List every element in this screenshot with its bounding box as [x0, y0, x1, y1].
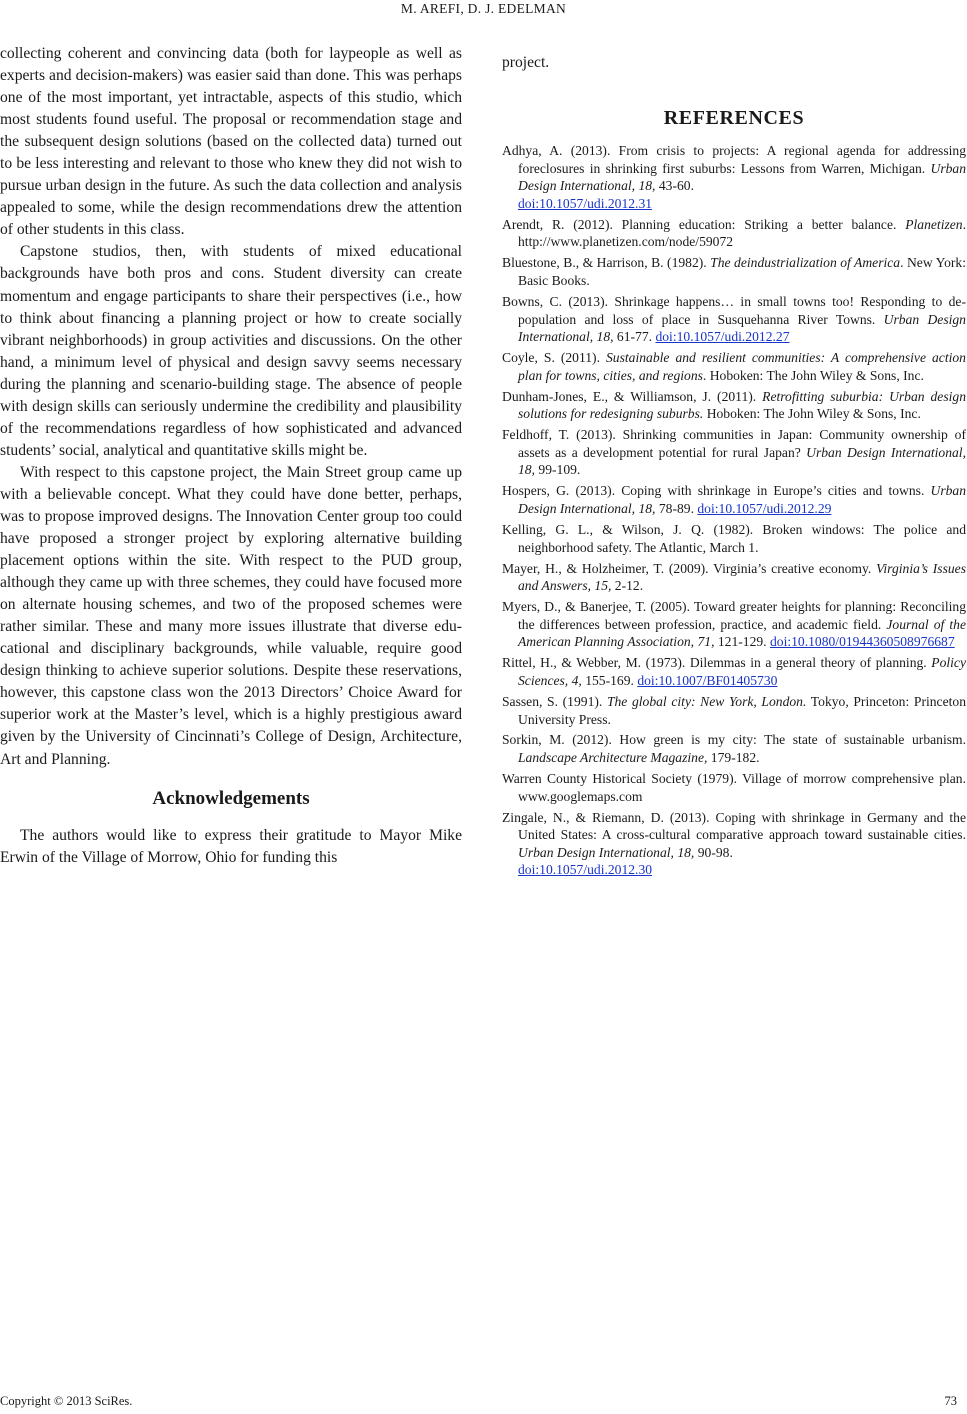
reference-source: The deindustrialization of America — [710, 255, 901, 271]
reference-text: Sassen, S. (1991). — [502, 693, 607, 709]
right-column — [502, 43, 966, 882]
reference-entry — [502, 693, 966, 728]
reference-text: Adhya, A. (2013). From crisis to projects: A regional agenda for addressing foreclosures in shrinking first suburbs: Lessons from Warren, Michigan. — [502, 143, 966, 176]
body-paragraph: Capstone studios, then, with students of mixed educational backgrounds have both pros and cons. Student diversity can create momentum and engage participants to share their perspectives (i.e., how to think about financing a planning project or how to create socially vibrant neighborhoods) in group activities and discussions. On the other hand, a minimum level of physical and design savvy seems necessary during the planning and scenario-building stage. The absence of people with design skills can seriously undermine the credibility and plausibility of the recommendations regardless of how sophisticated and advanced students’ social, analytical and quantitative skills might be. — [0, 243, 462, 459]
body-paragraph-continuation: project. — [502, 54, 550, 71]
reference-text: . Hoboken: The John Wiley & Sons, Inc. — [702, 367, 924, 383]
reference-entry — [502, 142, 966, 212]
reference-entry — [502, 216, 966, 251]
doi-link[interactable]: doi:10.1057/udi.2012.30 — [518, 862, 653, 878]
reference-entry — [502, 254, 966, 289]
reference-source: Urban Design International, 18, — [518, 483, 966, 517]
reference-source: Urban Design International, 18, — [518, 160, 966, 194]
reference-entry — [502, 426, 966, 479]
reference-text: Kelling, G. L., & Wilson, J. Q. (1982). Broken windows: The police and neighborhood safety. The Atlantic, March 1. — [502, 522, 966, 555]
reference-source: Urban Design International, 18, — [518, 444, 966, 478]
reference-text: Tokyo, Princeton: Princeton University Press. — [518, 693, 966, 727]
reference-text: . New York: Basic Books. — [518, 255, 966, 288]
reference-list — [502, 142, 966, 879]
reference-entry — [502, 349, 966, 384]
reference-entry — [502, 598, 966, 651]
reference-text: 78-89. — [655, 501, 698, 517]
reference-entry — [502, 482, 966, 517]
reference-source: Journal of the American Planning Association, 71, — [518, 616, 966, 650]
reference-text: 90-98. — [694, 844, 733, 860]
reference-text: Sorkin, M. (2012). How green is my city: The state of sustainable urbanism. — [502, 732, 966, 748]
copyright-footer: Copyright © 2013 SciRes. — [0, 1394, 133, 1408]
references-heading: REFERENCES — [663, 107, 805, 129]
reference-entry — [502, 770, 966, 805]
left-column — [0, 43, 462, 869]
reference-source: Retrofitting suburbia: Urban design solutions for redesigning suburbs. — [518, 388, 966, 422]
reference-text: 155-169. — [581, 672, 638, 688]
body-paragraph: With respect to this capstone project, the Main Street group came up with a believable concept. What they could have done better, perhaps, was to propose improved designs. The Innovation Center group too could have proposed a stronger project by exploring alternative building placement options within the site. With respect to the PUD group, although they came up with three schemes, they could have focused more on alternate housing schemes, and two of the proposed schemes were rather similar. These and many more issues illustrate that diverse educational and disciplinary backgrounds, while valuable, require good design thinking to achieve superior solutions. Despite these reservations, however, this capstone class won the 2013 Directors’ Choice Award for superior work at the Master’s level, which is a highly prestigious award given by the University of Cincinnati’s College of Design, Architecture, Art and Planning. — [0, 463, 462, 768]
reference-source: Planetizen — [905, 216, 963, 232]
reference-entry — [502, 654, 966, 689]
acknowledgements-heading: Acknowledgements — [152, 787, 310, 809]
reference-text: 43-60. — [655, 178, 694, 194]
reference-text: 121-129. — [714, 634, 770, 650]
reference-text: Bluestone, B., & Harrison, B. (1982). — [502, 255, 711, 271]
reference-text: Hospers, G. (2013). Coping with shrinkage in Europe’s cities and towns. — [502, 483, 931, 499]
doi-link[interactable]: doi:10.1057/udi.2012.31 — [518, 195, 653, 211]
reference-text: 2-12. — [611, 578, 644, 594]
reference-text: Coyle, S. (2011). — [502, 350, 606, 366]
reference-source: Policy Sciences, 4, — [518, 655, 966, 688]
reference-entry — [502, 809, 966, 879]
reference-text: 61-77. — [613, 329, 656, 345]
reference-entry — [502, 560, 966, 595]
reference-text: Dunham-Jones, E., & Williamson, J. (2011). — [502, 388, 763, 404]
reference-text: Hoboken: The John Wiley & Sons, Inc. — [703, 406, 921, 422]
reference-entry — [502, 293, 966, 346]
reference-text: Mayer, H., & Holzheimer, T. (2009). Virginia’s creative economy. — [502, 560, 877, 576]
acknowledgements-text: The authors would like to express their gratitude to Mayor Mike Erwin of the Village of Morrow, Ohio for funding this — [0, 826, 462, 866]
reference-text: Myers, D., & Banerjee, T. (2005). Toward greater heights for planning: Reconciling the differences between profession, practice, and academic field. — [502, 599, 966, 632]
running-header: M. AREFI, D. J. EDELMAN — [400, 1, 567, 16]
reference-text: . http://www.planetizen.com/node/59072 — [518, 216, 966, 250]
doi-link[interactable]: doi:10.1057/udi.2012.27 — [655, 329, 790, 345]
page-number: 73 — [944, 1394, 957, 1408]
doi-link[interactable]: doi:10.1080/01944360508976687 — [769, 634, 955, 650]
reference-entry — [502, 731, 966, 766]
reference-text: 179-182. — [707, 750, 760, 766]
reference-text: Rittel, H., & Webber, M. (1973). Dilemmas in a general theory of planning. — [502, 655, 932, 671]
reference-text: Arendt, R. (2012). Planning education: Striking a better balance. — [502, 216, 906, 232]
reference-source: Urban Design International, 18, — [518, 311, 966, 345]
reference-source: Virginia’s Issues and Answers, 15, — [518, 560, 966, 594]
reference-source: Sustainable and resilient communities: A comprehensive action plan for towns, cities, and regions — [518, 350, 966, 383]
reference-text: Warren County Historical Society (1979). Village of morrow comprehensive plan. www.googlemaps.com — [502, 771, 966, 804]
reference-text: Bowns, C. (2013). Shrinkage happens… in small towns too! Responding to de-population and loss of place in Susquehanna River Towns. — [502, 293, 966, 327]
reference-source: Landscape Architecture Magazine, — [518, 750, 708, 766]
reference-text: 99-109. — [535, 462, 581, 478]
doi-link[interactable]: doi:10.1057/udi.2012.29 — [697, 501, 832, 517]
reference-text: Zingale, N., & Riemann, D. (2013). Coping with shrinkage in Germany and the United States: A cross-cultural comparative approach toward sustainable cities. — [502, 809, 966, 843]
reference-entry — [502, 388, 966, 423]
reference-source: Urban Design International, 18, — [518, 844, 695, 860]
reference-entry — [502, 521, 966, 556]
reference-source: The global city: New York, London. — [606, 693, 807, 709]
doi-link[interactable]: doi:10.1007/BF01405730 — [637, 672, 778, 688]
body-paragraph: collecting coherent and convincing data (both for laypeople as well as experts and decision-makers) was easier said than done. This was perhaps one of the most important, yet intractable, aspects of this studio, which most students found useful. The proposal or recommendation stage and the subsequent design solutions (based on the collected data) turned out to be less interesting and relevant to those who knew they did not wish to pursue urban design in the future. As such the data collection and analysis appealed to some, while the design recommendations drew the attention of other students in this class. — [0, 45, 462, 239]
reference-text: Feldhoff, T. (2013). Shrinking communities in Japan: Community ownership of assets as a development potential for rural Japan? — [502, 427, 966, 460]
